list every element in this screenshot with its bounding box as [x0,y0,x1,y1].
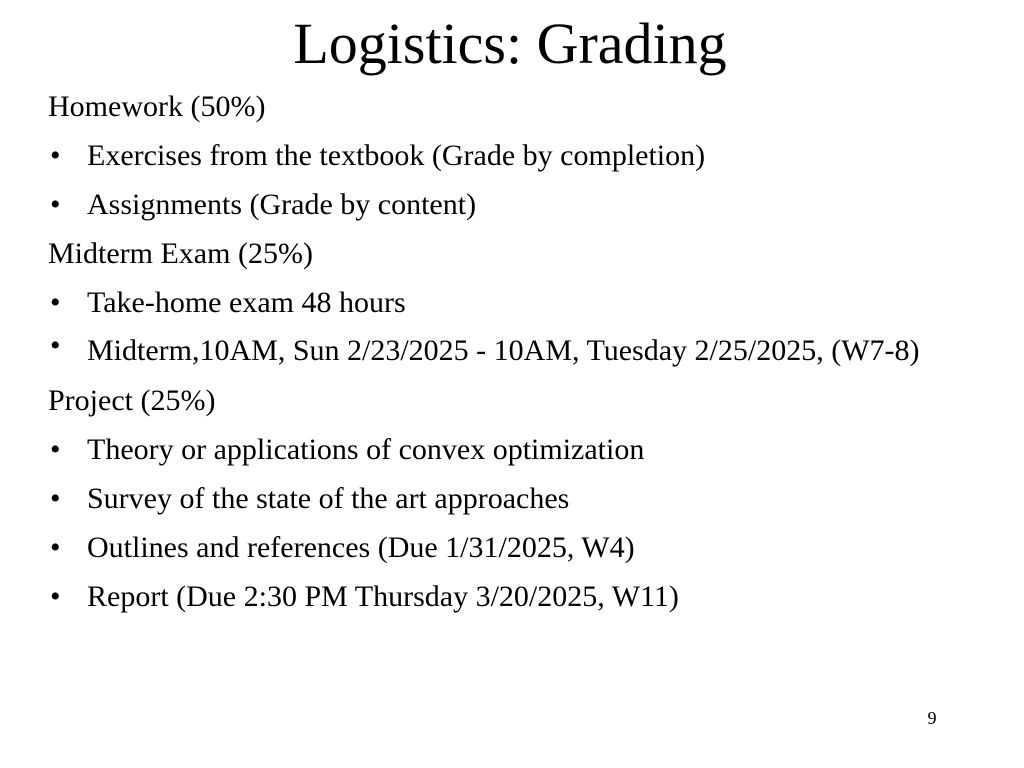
bullet-item [48,131,978,180]
slide-title: Logistics: Grading [293,11,727,76]
bullet-icon: • [50,139,61,172]
slide-content [48,82,978,621]
midterm-section [48,229,978,376]
bullet-text: Outlines and references (Due 1/31/2025, W4) [87,531,635,564]
bullet-icon: • [50,580,61,613]
bullet-text: Theory or applications of convex optimization [87,433,645,466]
bullet-text: Assignments (Grade by content) [87,188,477,221]
bullet-icon: • [50,286,61,319]
bullet-item [48,425,978,474]
project-heading: Project (25%) [48,384,216,417]
bullet-icon: • [50,482,61,515]
bullet-icon: • [50,433,61,466]
bullet-icon: • [50,531,61,564]
project-section [48,376,978,621]
page-number: 9 [927,708,937,728]
bullet-icon: • [50,329,61,362]
bullet-item [48,180,978,229]
homework-section [48,82,978,229]
bullet-item [48,278,978,327]
bullet-text: Report (Due 2:30 PM Thursday 3/20/2025, W11) [87,580,679,613]
bullet-text: Take-home exam 48 hours [87,286,406,319]
bullet-item [48,572,978,621]
bullet-item [48,523,978,572]
bullet-icon: • [50,188,61,221]
midterm-heading: Midterm Exam (25%) [48,237,313,270]
bullet-item [48,327,978,376]
bullet-text: Midterm,10AM, Sun 2/23/2025 - 10AM, Tuesday 2/25/2025, (W7-8) [87,334,920,367]
homework-heading: Homework (50%) [48,90,266,123]
bullet-text: Exercises from the textbook (Grade by completion) [87,139,706,172]
bullet-item [48,474,978,523]
bullet-text: Survey of the state of the art approaches [87,482,570,515]
